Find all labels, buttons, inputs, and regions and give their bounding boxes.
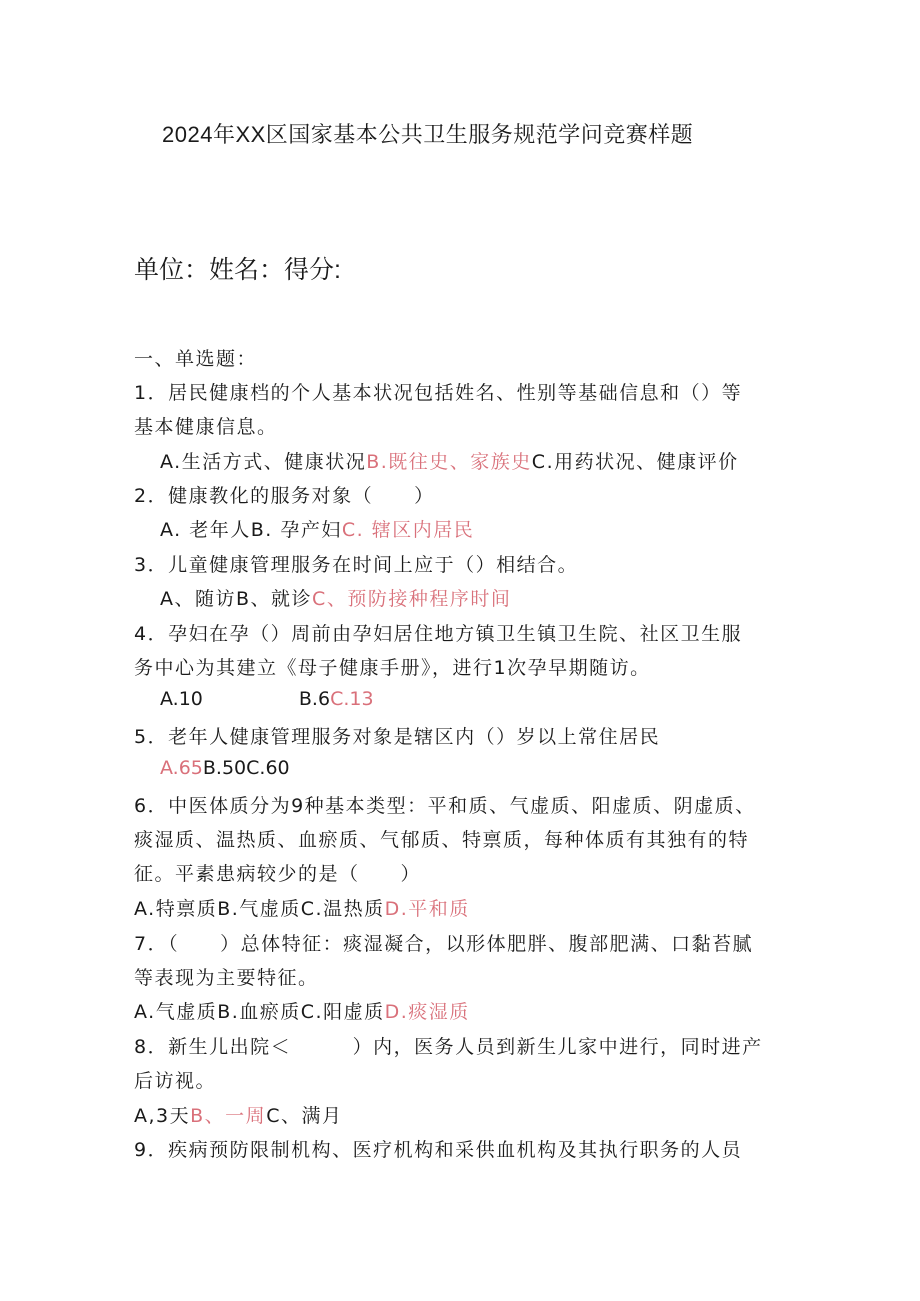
question-text: ．老年人健康管理服务对象是辖区内（）岁以上常住居民 [147, 726, 661, 748]
question-text: ．疾病预防限制机构、医疗机构和采供血机构及其执行职务的人员 [147, 1139, 743, 1161]
question-text: ．健康教化的服务对象（ ） [147, 485, 435, 507]
question-1 [134, 378, 742, 405]
question-8-options [134, 1101, 342, 1128]
option-a: A.10 [160, 688, 203, 710]
question-6-cont-1: 痰湿质、温热质、血瘀质、气郁质、特禀质，每种体质有其独有的特 [134, 829, 750, 851]
info-line: 单位：姓名：得分: [134, 256, 341, 284]
option-b-answer: B.既往史、家族史 [366, 451, 532, 473]
option-a-answer: A.65 [160, 757, 203, 779]
question-text: ．中医体质分为9种基本类型：平和质、气虚质、阳虚质、阴虚质、 [147, 795, 756, 817]
question-4-cont: 务中心为其建立《母子健康手册》，进行1次孕早期随访。 [134, 657, 651, 679]
question-number: 9 [134, 1139, 148, 1161]
section-heading: 一、单选题： [134, 348, 258, 370]
question-9 [134, 1135, 742, 1162]
option-a: A,3天 [134, 1105, 191, 1127]
option-c: C、满月 [266, 1105, 343, 1127]
option-abc: A.气虚质B.血瘀质C.阳虚质 [134, 1001, 385, 1023]
option-b-answer: B、一周 [190, 1105, 267, 1127]
question-number: 4 [134, 623, 148, 645]
option-c-answer: C.13 [330, 688, 374, 710]
question-6-cont-2: 征。平素患病较少的是（ ） [134, 863, 422, 885]
question-3-options [160, 584, 511, 611]
page-title: 2024年XX区国家基本公共卫生服务规范学问竞赛样题 [162, 122, 694, 147]
question-4-options [160, 688, 374, 710]
option-c-answer: C、预防接种程序时间 [312, 588, 512, 610]
option-bc: B.50C.60 [202, 757, 290, 779]
question-number: 6 [134, 795, 148, 817]
question-text: ．新生儿出院＜ ）内，医务人员到新生儿家中进行，同时进产 [147, 1036, 763, 1058]
question-number: 8 [134, 1036, 148, 1058]
question-2 [134, 481, 435, 508]
option-abc: A.特禀质B.气虚质C.温热质 [134, 898, 385, 920]
question-1-options [160, 447, 739, 474]
option-b: B.6 [298, 688, 331, 710]
question-7-options [134, 997, 470, 1024]
question-number: 3 [134, 554, 148, 576]
option-ab: A. 老年人B. 孕产妇 [160, 519, 342, 541]
question-number: 1 [134, 382, 148, 404]
option-ab: A、随访B、就诊 [160, 588, 313, 610]
option-d-answer: D.平和质 [384, 898, 470, 920]
question-5 [134, 722, 660, 749]
question-7 [134, 929, 753, 956]
question-number: 7 [134, 933, 148, 955]
option-c-answer: C. 辖区内居民 [341, 519, 475, 541]
question-4 [134, 619, 742, 646]
question-1-cont: 基本健康信息。 [134, 416, 278, 438]
option-d-answer: D.痰湿质 [384, 1001, 470, 1023]
question-number: 5 [134, 726, 148, 748]
question-2-options [160, 515, 474, 542]
question-text: ．孕妇在孕（）周前由孕妇居住地方镇卫生镇卫生院、社区卫生服 [147, 623, 743, 645]
question-8 [134, 1032, 763, 1059]
option-c: C.用药状况、健康评价 [531, 451, 739, 473]
question-5-options [160, 757, 290, 779]
question-3 [134, 550, 578, 577]
question-6-options [134, 894, 470, 921]
question-8-cont: 后访视。 [134, 1070, 217, 1092]
question-text: ．居民健康档的个人基本状况包括姓名、性别等基础信息和（）等 [147, 382, 743, 404]
question-6 [134, 791, 756, 818]
option-a: A.生活方式、健康状况 [160, 451, 367, 473]
question-text: ．（ ）总体特征：痰湿凝合，以形体肥胖、腹部肥满、口黏苔腻 [147, 933, 754, 955]
question-text: ．儿童健康管理服务在时间上应于（）相结合。 [147, 554, 579, 576]
question-7-cont: 等表现为主要特征。 [134, 967, 319, 989]
question-number: 2 [134, 485, 148, 507]
